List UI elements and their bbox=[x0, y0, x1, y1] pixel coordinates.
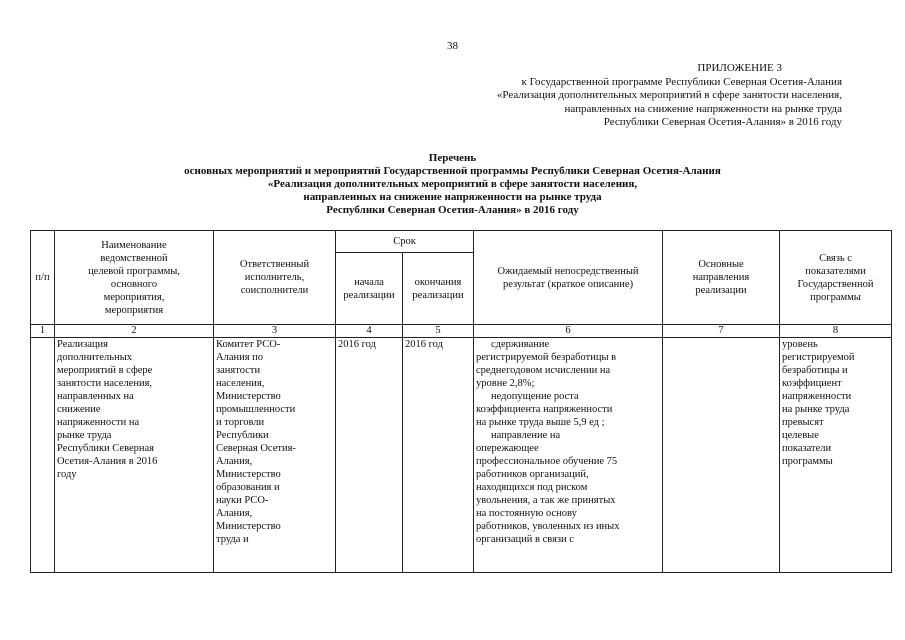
cell-line: опережающее bbox=[476, 443, 539, 454]
column-number: 3 bbox=[214, 325, 336, 338]
row-name-cell bbox=[55, 338, 214, 573]
column-number: 1 bbox=[31, 325, 55, 338]
cell-line: Осетия-Алания в 2016 bbox=[57, 456, 158, 467]
cell-line: Связь с bbox=[819, 252, 852, 264]
row-executor-cell bbox=[214, 338, 336, 573]
cell-line: безработицы и bbox=[782, 365, 848, 376]
cell-line: программы bbox=[782, 456, 833, 467]
cell-line: на рынке труда выше 5,9 ед ; bbox=[476, 417, 605, 428]
cell-line: работников организаций, bbox=[476, 469, 589, 480]
cell-line: Алания, bbox=[216, 456, 253, 467]
row-directions-cell bbox=[663, 338, 780, 573]
cell-line: труда и bbox=[216, 534, 249, 545]
column-number-row bbox=[31, 325, 892, 338]
cell-line: коэффициента напряженности bbox=[476, 404, 613, 415]
cell-line: дополнительных bbox=[57, 352, 133, 363]
cell-line: на рынке труда bbox=[782, 404, 850, 415]
cell-line: результат (краткое описание) bbox=[502, 278, 634, 290]
header-directions bbox=[663, 231, 780, 325]
document-title bbox=[0, 152, 905, 217]
cell-line: образования и bbox=[216, 482, 280, 493]
title-line: «Реализация дополнительных мероприятий в сфере занятости населения, bbox=[267, 178, 638, 190]
row-link-cell bbox=[780, 338, 892, 573]
cell-line: Ответственный bbox=[239, 259, 310, 270]
cell-line: исполнитель, bbox=[244, 272, 305, 283]
cell-line: сдерживание bbox=[491, 339, 550, 350]
header-name bbox=[55, 231, 214, 325]
cell-line: показатели bbox=[782, 443, 832, 454]
cell-line: Основные bbox=[698, 259, 744, 270]
cell-line: на постоянную основу bbox=[476, 508, 577, 519]
cell-line: году bbox=[57, 469, 77, 480]
cell-line: и торговли bbox=[216, 417, 265, 428]
cell-line: науки РСО- bbox=[216, 495, 269, 506]
cell-line: Ожидаемый непосредственный bbox=[497, 265, 639, 277]
measures-table bbox=[30, 230, 892, 573]
cell-line: Министерство bbox=[216, 521, 281, 532]
cell-line: регистрируемой безработицы в bbox=[476, 352, 617, 363]
header-start bbox=[336, 253, 403, 325]
cell-line: снижение bbox=[57, 404, 101, 415]
header-executor bbox=[214, 231, 336, 325]
cell-line: Министерство bbox=[216, 469, 281, 480]
cell-line: населения, bbox=[216, 378, 265, 389]
cell-line: показателями bbox=[805, 265, 866, 277]
cell-line: профессиональное обучение 75 bbox=[476, 456, 618, 467]
cell-line: находящихся под риском bbox=[476, 482, 588, 493]
cell-line: уровень bbox=[782, 339, 818, 350]
cell-line: направление на bbox=[491, 430, 561, 441]
cell-line: основного bbox=[110, 278, 158, 290]
column-number: 6 bbox=[474, 325, 663, 338]
cell-line: среднегодовом исчислении на bbox=[476, 365, 611, 376]
appendix-line: «Реализация дополнительных мероприятий в сфере занятости населения, bbox=[496, 89, 842, 101]
title-line: основных мероприятий и мероприятий Государственной программы Республики Северная Осетия-Алания bbox=[184, 165, 721, 177]
cell-line: реализации bbox=[412, 289, 464, 301]
cell-line: уровне 2,8%; bbox=[476, 378, 535, 389]
appendix-header bbox=[497, 62, 842, 130]
cell-line: целевые bbox=[782, 430, 819, 441]
row-start-cell: 2016 год bbox=[336, 338, 403, 573]
cell-line: увольнения, а так же принятых bbox=[476, 495, 616, 506]
cell-line: Наименование bbox=[101, 239, 167, 251]
cell-line: Реализация bbox=[57, 339, 108, 350]
header-link bbox=[780, 231, 892, 325]
cell-line: Северная Осетия- bbox=[216, 443, 296, 454]
column-number: 2 bbox=[55, 325, 214, 338]
cell-line: мероприятий в сфере bbox=[57, 365, 153, 376]
cell-line: начала bbox=[354, 276, 384, 288]
title-line: Перечень bbox=[428, 152, 477, 164]
header-term: Срок bbox=[336, 231, 474, 253]
header-end bbox=[403, 253, 474, 325]
column-number: 5 bbox=[403, 325, 474, 338]
row-end-cell: 2016 год bbox=[403, 338, 474, 573]
cell-line: напряженности на bbox=[57, 417, 140, 428]
cell-line: регистрируемой bbox=[782, 352, 855, 363]
appendix-line: Республики Северная Осетия-Алания» в 2016 году bbox=[603, 116, 842, 128]
cell-line: реализации bbox=[343, 289, 395, 301]
cell-line: программы bbox=[810, 291, 861, 303]
cell-line: реализации bbox=[695, 285, 747, 296]
cell-line: коэффициент bbox=[782, 378, 842, 389]
cell-line: окончания bbox=[414, 276, 462, 288]
page-number: 38 bbox=[447, 40, 458, 52]
cell-line: недопущение роста bbox=[491, 391, 579, 402]
cell-line: мероприятия, bbox=[103, 291, 165, 303]
cell-line: Республики bbox=[216, 430, 269, 441]
appendix-title: ПРИЛОЖЕНИЕ 3 bbox=[697, 62, 782, 74]
table-row bbox=[31, 338, 892, 573]
cell-line: направления bbox=[692, 272, 750, 283]
cell-line: промышленности bbox=[216, 404, 296, 415]
cell-line: мероприятия bbox=[104, 304, 164, 316]
cell-line: целевой программы, bbox=[88, 265, 180, 277]
column-number: 8 bbox=[780, 325, 892, 338]
appendix-line: к Государственной программе Республики Северная Осетия-Алания bbox=[521, 75, 842, 88]
row-num-cell bbox=[31, 338, 55, 573]
column-number: 4 bbox=[336, 325, 403, 338]
cell-line: занятости населения, bbox=[57, 378, 153, 389]
cell-line: направленных на bbox=[57, 391, 134, 402]
cell-line: Алания по bbox=[216, 352, 264, 363]
cell-line: соисполнители bbox=[240, 285, 309, 296]
cell-line: напряженности bbox=[782, 391, 852, 402]
header-num: п/п bbox=[31, 231, 55, 325]
title-line: Республики Северная Осетия-Алания» в 2016 году bbox=[326, 204, 579, 216]
row-result-cell bbox=[474, 338, 663, 573]
cell-line: ведомственной bbox=[100, 252, 168, 264]
title-line: направленных на снижение напряженности на рынке труда bbox=[303, 191, 602, 203]
cell-line: работников, уволенных из иных bbox=[476, 521, 620, 532]
cell-line: рынке труда bbox=[57, 430, 112, 441]
header-result bbox=[474, 231, 663, 325]
cell-line: Государственной bbox=[797, 278, 874, 290]
appendix-line: направленных на снижение напряженности на рынке труда bbox=[564, 102, 842, 115]
cell-line: Алания, bbox=[216, 508, 253, 519]
cell-line: Комитет РСО- bbox=[216, 339, 281, 350]
column-number: 7 bbox=[663, 325, 780, 338]
cell-line: организаций в связи с bbox=[476, 534, 574, 545]
cell-line: занятости bbox=[216, 365, 261, 376]
cell-line: Министерство bbox=[216, 391, 281, 402]
cell-line: превысят bbox=[782, 417, 824, 428]
cell-line: Республики Северная bbox=[57, 443, 155, 454]
